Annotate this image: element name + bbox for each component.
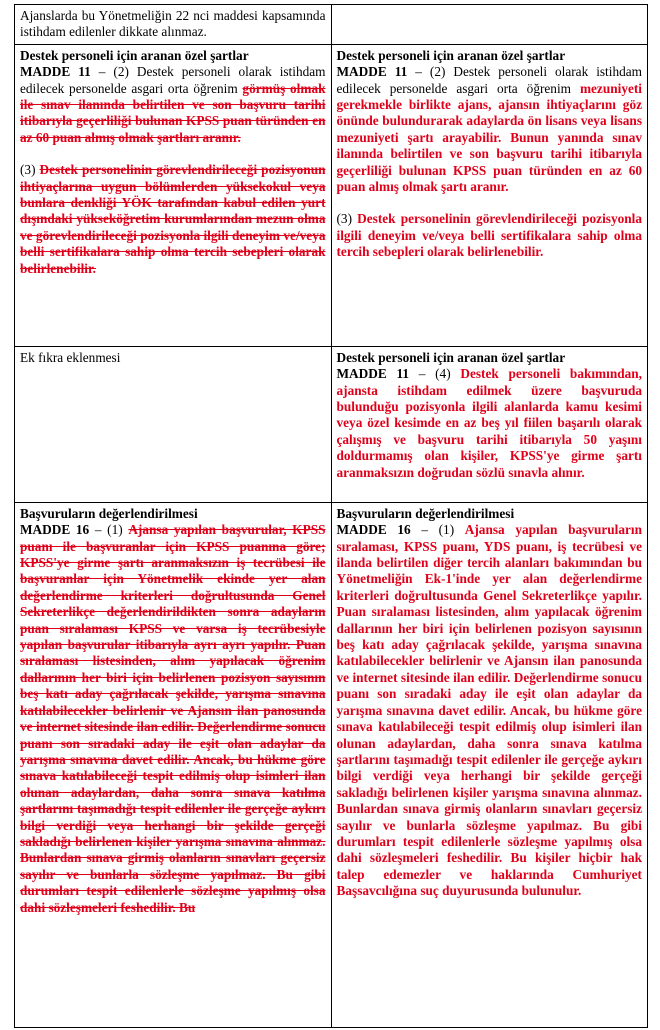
section-heading: Başvuruların değerlendirilmesi bbox=[336, 505, 515, 521]
article-intro: – (1) bbox=[410, 522, 465, 538]
deleted-text: görmüş olmak ile sınav ilanında belirtilen ve son başvuru tarihi itibarıyla geçerliliği bulunan KPSS puan türünden en az 60 puan almış olmak şartları aranır. bbox=[20, 80, 326, 145]
article-intro: – (1) bbox=[89, 522, 129, 538]
article-intro: – (4) bbox=[409, 366, 461, 382]
article-paragraph bbox=[337, 522, 643, 899]
added-text: Ajansa yapılan başvuruların sıralaması, KPSS puanı, YDS puanı, iş tecrübesi ve ilanda belirtilen diğer tercih alanları bakımından bu Yönetmeliğin Ek-1'inde yer alan değerlendirme kriterleri doğrultusunda Genel Sekreterlikçe yapılır. Puan sıralaması listesinden, alım yapılacak öğrenim dallarının her biri için belirlenen pozisyon sayısının beş katı aday çağrılacak şekilde, yarışma sınavına katılabilecekler belirlenir ve Ajansın ilan panosunda ve internet sitesinde ilan edilir. Değerlendirme sonucu puanı son sıradaki aday ile eşit olan adaylar da yarışma sınavına davet edilir. Ancak, bu hükme göre sınava katılabileceği tespit edilmiş olup isimleri ilan olunan adaylardan, daha sonra sınava katılma şartlarını taşımadığı tespit edilenler ile gerçeğe aykırı bilgi verdiği veya herhangi bir şekilde gerçeği sakladığı belirlenen kişiler yarışma sınavına alınmaz. Bunlardan sınava girmiş olanların sınavları geçersiz sayılır ve bunlarla sözleşme yapılmaz. Bu gibi durumları tespit edilenlerle sözleşme yapılmış olsa dahi sözleşmeleri feshedilir. Bu kişiler hiçbir hak talep edemezler ve haklarında Cumhuriyet Başsavcılığına suç duyurusunda bulunulur. bbox=[336, 522, 642, 899]
article-number: MADDE 11 bbox=[20, 64, 91, 80]
article-number: MADDE 11 bbox=[336, 366, 410, 382]
section-heading: Destek personeli için aranan özel şartlar bbox=[336, 349, 566, 365]
row3-left-cell bbox=[15, 346, 332, 502]
paragraph-number: (3) bbox=[20, 162, 40, 178]
table-row bbox=[15, 346, 648, 502]
comparison-table bbox=[14, 4, 648, 1028]
section-heading: Destek personeli için aranan özel şartlar bbox=[336, 47, 566, 63]
table-row bbox=[15, 5, 648, 45]
deleted-text: Ajansa yapılan başvurular, KPSS puanı ile başvuranlar için KPSS puanına göre; KPSS'ye girme şartı aranmaksızın iş tecrübesi ile başvuranlar için Yönetmelik ekinde yer alan değerlendirme kriterleri doğrultusunda Genel Sekreterlikçe değerlendirildikten sonra adayların puan sıralaması KPSS ve varsa iş tecrübesiyle yapılan başvurular itibarıyla ayrı ayrı yapılır. Puan sıralaması listesinden, alım yapılacak öğrenim dallarının her biri için belirlenen pozisyon sayısının beş katı aday çağrılacak şekilde, yarışma sınavına katılabilecekler belirlenir ve Ajansın ilan panosunda ve internet sitesinde ilan edilir. Değerlendirme sonucu puanı son sıradaki aday ile eşit olan adaylar da yarışma sınavına davet edilir. Ancak, bu hükme göre sınava katılabileceği tespit edilmiş olup isimleri ilan olunan adaylardan, daha sonra sınava katılma şartlarını taşımadığı tespit edilenler ile gerçeğe aykırı bilgi verdiği veya herhangi bir şekilde gerçeği sakladığı belirlenen kişiler yarışma sınavına alınmaz. Bunlardan sınava girmiş olanların sınavları geçersiz sayılır ve bunlarla sözleşme yapılmaz. Bu gibi durumları tespit edilenlerle sözleşme yapılmış olsa dahi sözleşmeleri feshedilir. Bu bbox=[20, 522, 326, 915]
row2-left-cell bbox=[15, 44, 332, 346]
row1-right-cell bbox=[331, 5, 648, 45]
row4-left-cell bbox=[15, 502, 332, 1027]
article-paragraph bbox=[337, 366, 643, 481]
table-row bbox=[15, 502, 648, 1027]
row4-right-cell bbox=[331, 502, 648, 1027]
table-row bbox=[15, 44, 648, 346]
row1-left-text: Ajanslarda bu Yönetmeliğin 22 nci maddesi kapsamında istihdam edilenler dikkate alınmaz. bbox=[20, 8, 326, 40]
added-text: mezuniyeti gerekmekle birlikte ajans, ajansın ihtiyaçlarını göz önünde bulundurarak adaylarda ön lisans veya lisans mezuniyeti şartı arayabilir. Bunun yanında sınav ilanında belirtilen ve son başvuru tarihi itibarıyla geçerliliği bulunan KPSS puan türünden en az 60 puan almış olmak şartı aranır. bbox=[336, 80, 642, 195]
cell-clip bbox=[20, 506, 326, 1024]
article-number: MADDE 16 bbox=[336, 522, 411, 538]
added-text: Destek personeli bakımından, ajansta istihdam edilmek üzere başvuruda bulunduğu pozisyonla ilgili alanlarda kamu kesimi veya özel kesimde en az beş yıl fiilen başarılı olarak çalışmış ve başvuru tarihi itibarıyla 50 yaşını doldurmamış olan kişiler, KPSS'ye girme şartı aranmaksızın doğrudan sözlü sınavla alınır. bbox=[336, 366, 642, 480]
deleted-text: Destek personelinin görevlendirileceği pozisyonun ihtiyaçlarına uygun bölümlerden yüksekokul veya bunlara denkliği YÖK tarafından kabul edilen yurt dışındaki yükseköğretim kurumlarından mezun olma ve görevlendirileceği pozisyonla ilgili deneyim ve/veya belli sertifikalara sahip olma tercih sebepleri olarak belirlenebilir. bbox=[20, 162, 326, 276]
article-number: MADDE 11 bbox=[336, 64, 408, 80]
row3-left-text: Ek fıkra eklenmesi bbox=[20, 349, 121, 365]
row2-right-cell bbox=[331, 44, 648, 346]
added-text: Destek personelinin görevlendirileceği pozisyonla ilgili deneyim ve/veya belli sertifikalara sahip olma tercih sebepleri olarak belirlenebilir. bbox=[336, 211, 642, 260]
section-heading: Destek personeli için aranan özel şartlar bbox=[20, 47, 249, 63]
row3-right-cell bbox=[331, 346, 648, 502]
article-intro: – (2) Destek personeli olarak istihdam edilecek personelde asgari orta öğrenim bbox=[20, 64, 326, 96]
article-number: MADDE 16 bbox=[20, 522, 90, 538]
article-paragraph bbox=[337, 64, 643, 195]
section-heading: Başvuruların değerlendirilmesi bbox=[20, 505, 198, 521]
article-paragraph bbox=[337, 211, 643, 260]
paragraph-number: (3) bbox=[336, 211, 358, 227]
article-intro: – (2) Destek personeli olarak istihdam edilecek personelde asgari orta öğrenim bbox=[336, 64, 642, 96]
article-paragraph bbox=[20, 162, 326, 277]
row1-left-cell bbox=[15, 5, 332, 45]
article-paragraph bbox=[20, 64, 326, 146]
article-paragraph bbox=[20, 522, 326, 916]
